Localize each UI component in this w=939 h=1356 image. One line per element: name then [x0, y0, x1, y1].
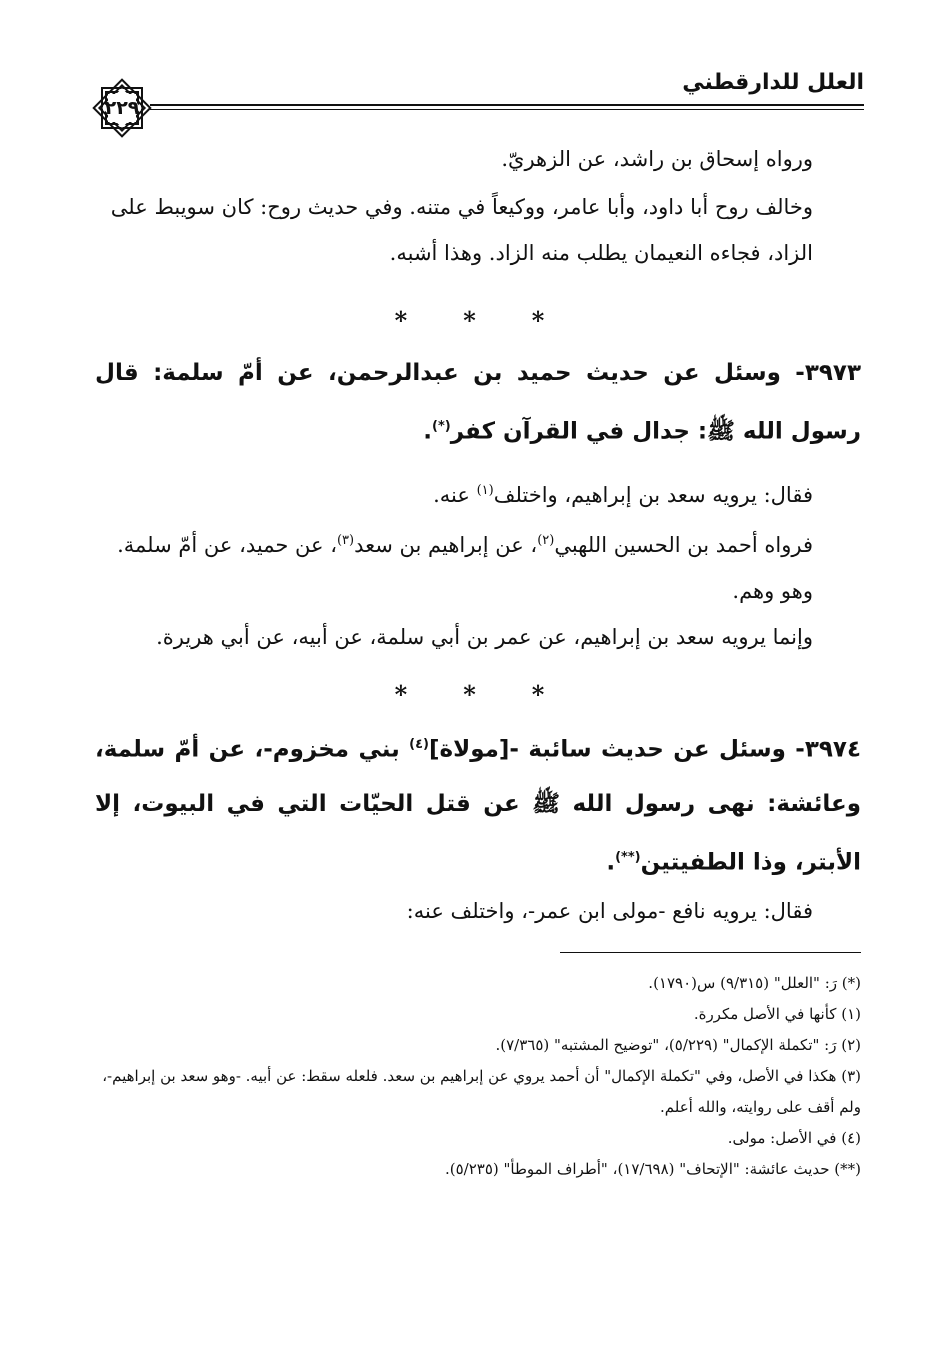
answer-3974-line: فقال: يرويه نافع -مولى ابن عمر-، واختلف عنه:: [406, 899, 813, 923]
answer-text: فقال: يرويه سعد بن إبراهيم، واختلف: [493, 483, 813, 507]
footnote-separator: [560, 952, 861, 953]
divider-star: *: [394, 680, 408, 709]
answer-text: عنه.: [433, 483, 477, 507]
footnote-marker: (**): [615, 849, 641, 865]
paragraph-isnad-note: ورواه إسحاق بن راشد، عن الزهريّ.: [501, 147, 813, 171]
footnote-marker: (*): [432, 419, 451, 434]
footnote-marker: (٤): [409, 737, 429, 752]
answer-3974: [95, 888, 861, 934]
divider-star: *: [394, 306, 408, 335]
paragraph-variant-note: [95, 184, 861, 276]
section-divider-stars: [0, 306, 939, 335]
question-3973-text: ٣٩٧٣- وسئل عن حديث حميد بن عبدالرحمن، عن أمّ سلمة: قال رسول الله ﷺ: جدال في القرآن كفر: [95, 360, 861, 445]
footnote-1: (١) كأنها في الأصل مكررة.: [693, 1005, 861, 1023]
footnote-marker: (٢): [537, 533, 555, 548]
body-block-1: [95, 136, 861, 276]
running-title: العلل للدارقطني: [682, 70, 864, 95]
answer-3973-line-2: [95, 518, 861, 614]
answer-3973-line-1: [95, 468, 861, 518]
divider-star: *: [463, 680, 476, 709]
divider-star: *: [463, 306, 476, 335]
question-3974-text: بني مخزوم-، عن أمّ سلمة، وعائشة: نهى رسول الله ﷺ عن قتل الحيّات التي في البيوت، إلا الأبتر، وذا الطفيتين: [95, 736, 861, 876]
footnote-marker: (١): [476, 483, 494, 498]
footnote-2: (٢) رَ: "تكملة الإكمال" (٥/٢٢٩)، "توضيح المشتبه" (٧/٣٦٥).: [495, 1036, 861, 1054]
header-rule: [150, 104, 864, 106]
paragraph-variant-text: وخالف روح أبا داود، وأبا عامر، ووكيعاً في متنه. وفي حديث روح: كان سويبط على الزاد، فجاءه النعيمان يطلب منه الزاد. وهذا أشبه.: [110, 195, 813, 265]
question-3974-end: .: [606, 849, 616, 876]
footnote-3: (٣) هكذا في الأصل، وفي "تكملة الإكمال" أن أحمد يروي عن إبراهيم بن سعد. فلعله سقط: عن أبيه. -وهو سعد بن إبراهيم-، ولم أقف على روايته، والله أعلم.: [102, 1067, 861, 1116]
footnote-star: (*) رَ: "العلل" (٩/٣١٥) س(١٧٩٠).: [648, 974, 861, 992]
answer-3973-line-3: وإنما يرويه سعد بن إبراهيم، عن عمر بن أبي سلمة، عن أبيه، عن أبي هريرة.: [156, 625, 813, 649]
footnote-4: (٤) في الأصل: مولى.: [727, 1129, 861, 1147]
question-3974-text: ٣٩٧٤- وسئل عن حديث سائبة -[مولاة]: [429, 736, 861, 763]
question-3973: [95, 346, 861, 459]
answer-3973: [95, 468, 861, 660]
section-divider-stars: [0, 680, 939, 709]
page-number-badge: [88, 74, 156, 142]
answer-text: ، عن حميد، عن أمّ سلمة. وهو وهم.: [117, 533, 813, 603]
header-rule-secondary: [150, 109, 864, 110]
question-3973-end: .: [423, 418, 433, 445]
footnote-double-star: (**) حديث عائشة: "الإتحاف" (١٧/٦٩٨)، "أطراف الموطأ" (٥/٢٣٥).: [444, 1160, 861, 1178]
footnote-marker: (٣): [336, 533, 355, 548]
footnotes: [90, 968, 861, 1185]
question-3974: [95, 718, 861, 889]
page-number: ٢٢٩: [104, 97, 140, 119]
answer-text: ، عن إبراهيم بن سعد: [354, 533, 538, 557]
divider-star: *: [531, 306, 545, 335]
answer-text: فرواه أحمد بن الحسين اللهبي: [554, 533, 813, 557]
divider-star: *: [531, 680, 545, 709]
